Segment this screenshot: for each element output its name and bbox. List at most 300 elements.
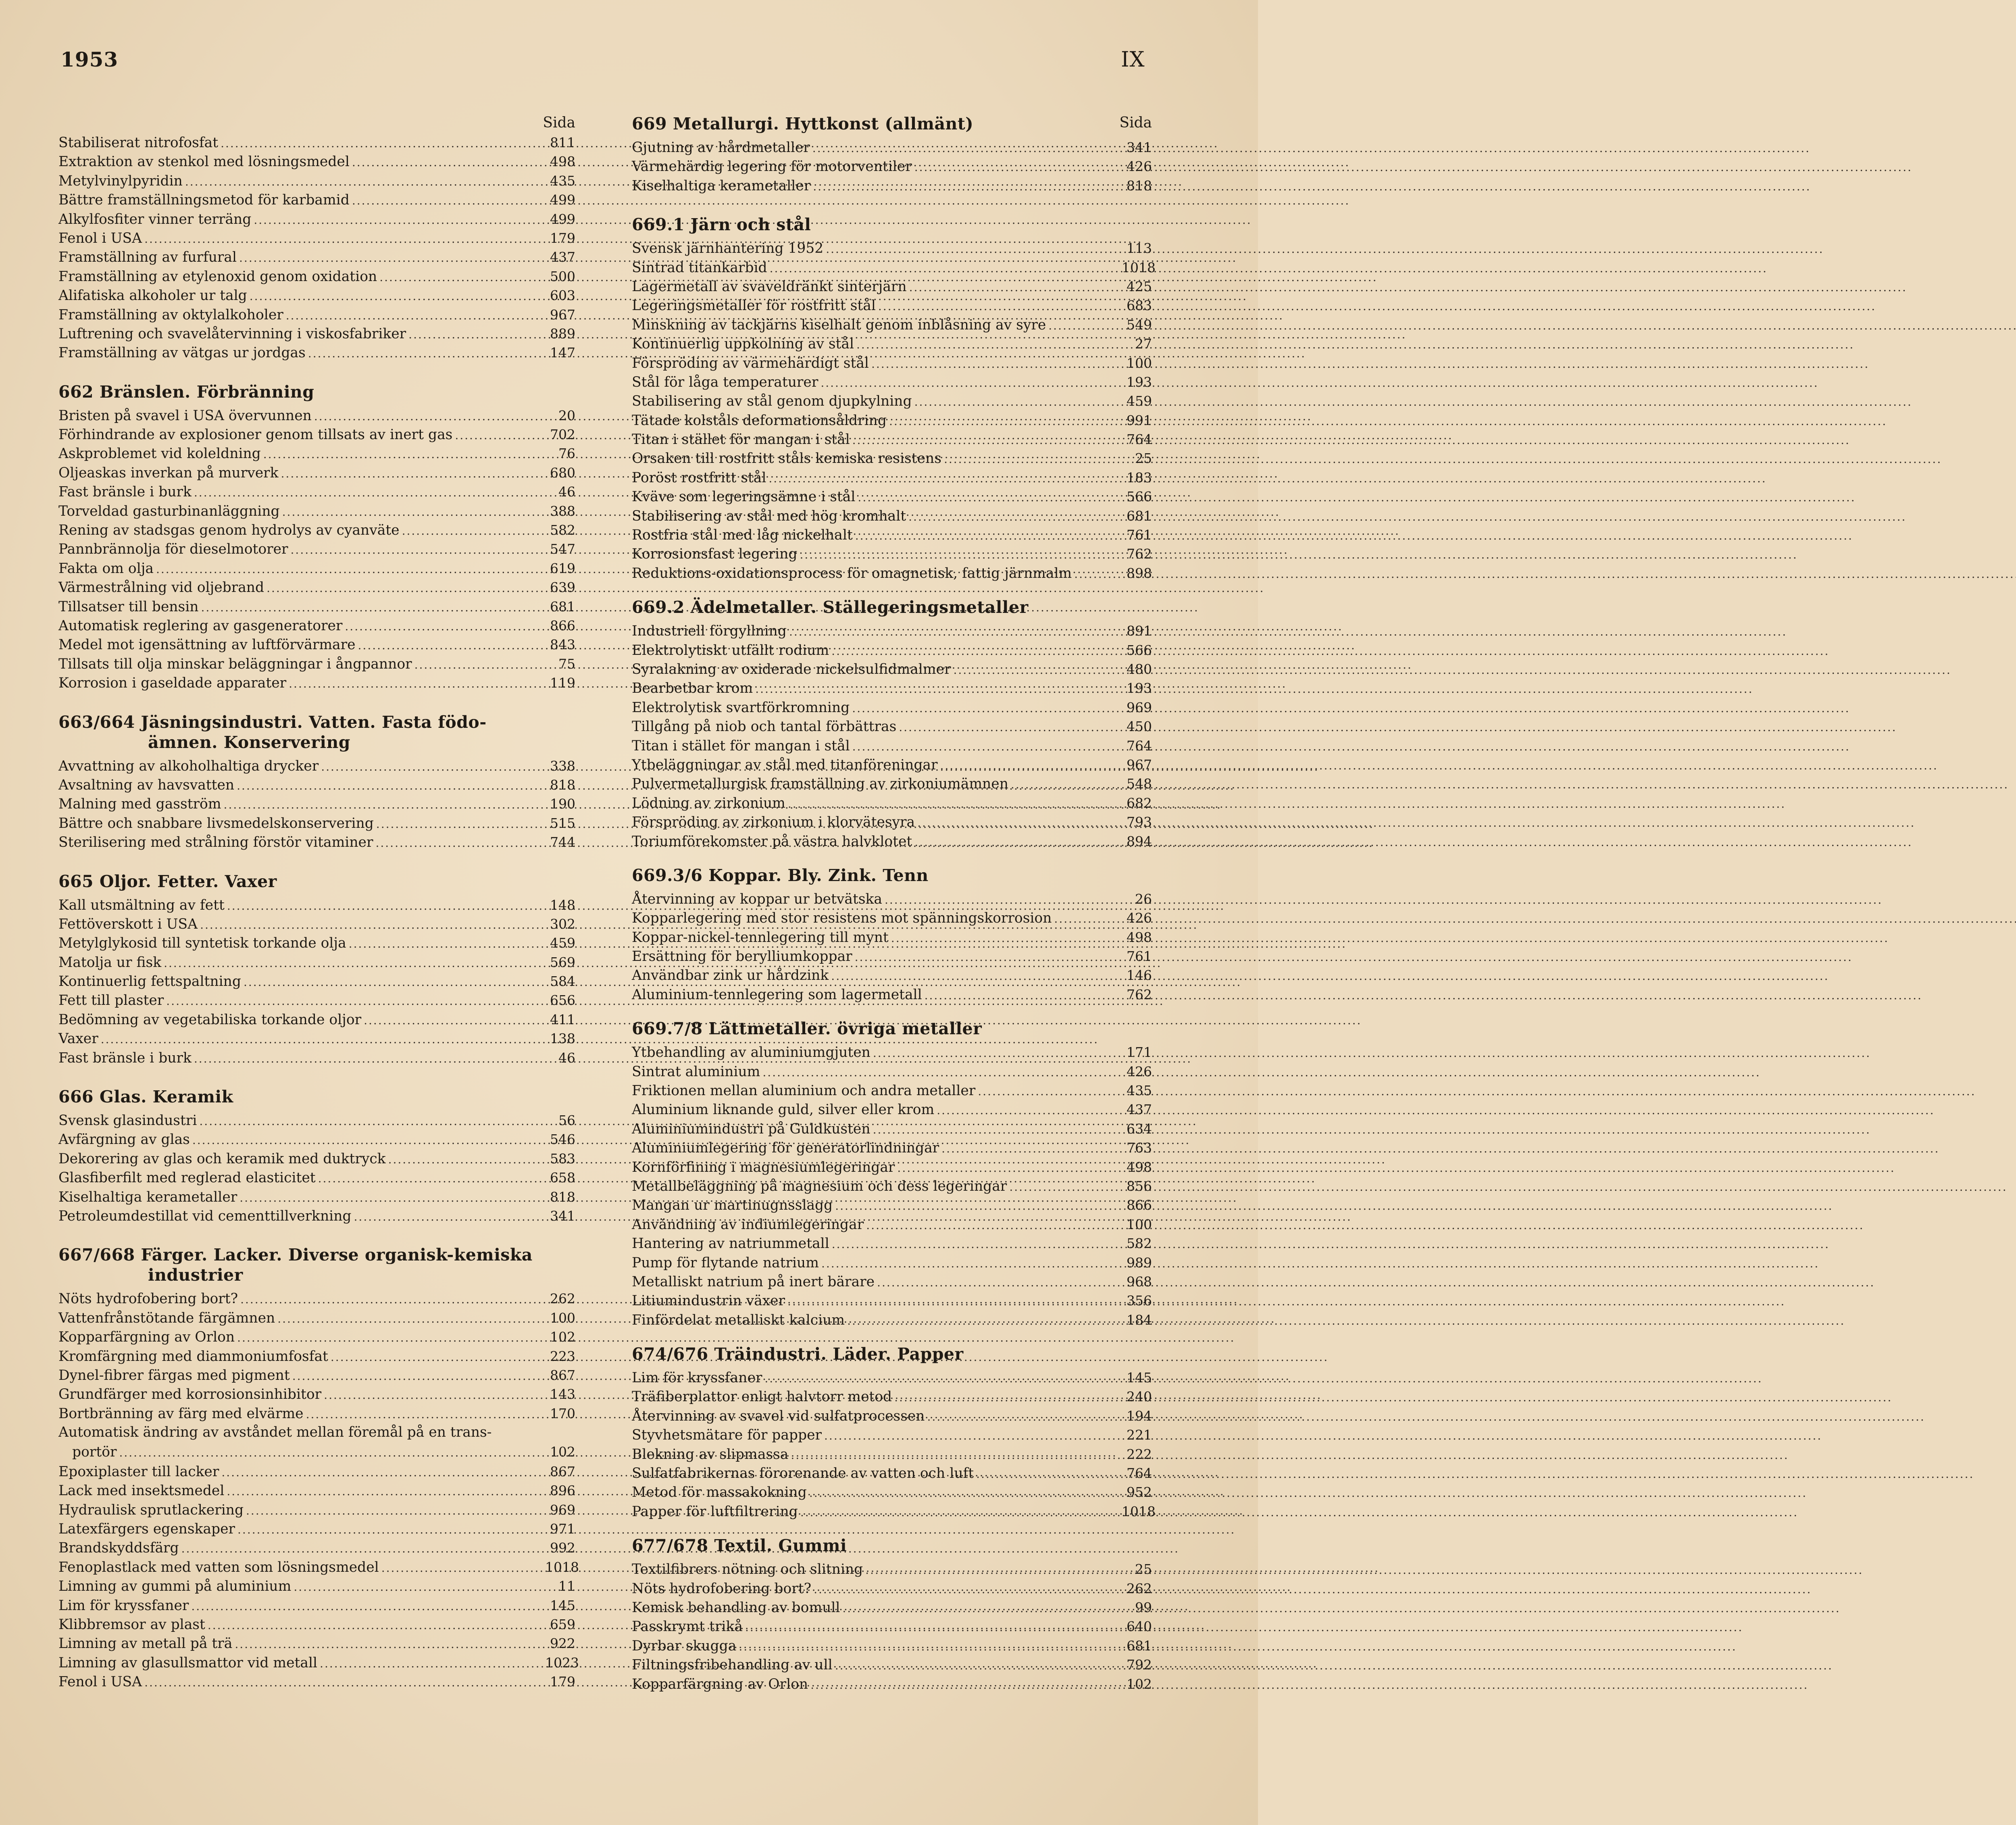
dot-leader	[352, 153, 543, 172]
entry-title: Kontinuerlig fettspaltning	[58, 973, 241, 990]
entry-title: Kornförfining i magnesiumlegeringar	[632, 1159, 895, 1175]
page-ref: 681	[1127, 1638, 1152, 1654]
dot-leader	[789, 622, 1119, 641]
page-ref: 435	[550, 173, 575, 189]
page-ref: 480	[1127, 661, 1152, 677]
index-entry	[58, 1538, 575, 1557]
index-entry	[58, 1206, 575, 1225]
index-entry	[58, 915, 575, 933]
dot-leader	[414, 655, 543, 674]
entry-title: Kontinuerlig uppkolning av stål	[632, 336, 854, 352]
entry-title: Lim för kryssfaner	[58, 1597, 189, 1614]
dot-leader	[156, 560, 543, 579]
entry-title: Metallbeläggning på magnesium och dess legeringar	[632, 1178, 1007, 1194]
index-section-662	[58, 382, 575, 693]
page-ref: 437	[550, 249, 575, 265]
index-entry	[632, 373, 1152, 392]
page-ref: 969	[1127, 699, 1152, 715]
index-entry	[632, 1234, 1152, 1253]
index-entry	[632, 430, 1152, 449]
index-section-674-676	[632, 1344, 1156, 1521]
page-ref: 681	[550, 598, 575, 615]
entry-title: Bättre och snabbare livsmedelskonservering	[58, 815, 374, 831]
entry-title: Koppar-nickel-tennlegering till mynt	[632, 929, 889, 946]
entry-list	[58, 1289, 579, 1691]
dot-leader	[240, 1290, 543, 1309]
dot-leader	[944, 450, 1119, 469]
page-ref: 411	[550, 1011, 575, 1027]
index-entry	[58, 991, 575, 1010]
dot-leader	[306, 1405, 543, 1424]
page-ref: 891	[1127, 623, 1152, 639]
page-ref: 989	[1127, 1254, 1152, 1271]
dot-leader	[286, 306, 543, 325]
page-ref: 967	[1127, 756, 1152, 773]
page-ref: 952	[1127, 1484, 1152, 1500]
page-ref: 46	[558, 1050, 575, 1066]
entry-title: Tillgång på niob och tantal förbättras	[632, 719, 897, 735]
dot-leader	[878, 297, 1119, 316]
page-ref: 102	[550, 1329, 575, 1345]
page-ref: 148	[550, 897, 575, 913]
page-ref: 302	[550, 916, 575, 932]
entry-title: Lagermetall av svaveldränkt sinterjärn	[632, 278, 907, 295]
page-ref: 683	[1127, 298, 1152, 314]
dot-leader	[208, 1616, 543, 1635]
page-ref: 889	[550, 325, 575, 342]
section-heading	[632, 597, 1152, 617]
dot-leader	[375, 833, 543, 852]
index-entry	[632, 1406, 1152, 1425]
dot-leader	[349, 934, 543, 953]
dot-leader	[855, 948, 1119, 967]
index-entry	[632, 966, 1152, 985]
dot-leader	[745, 1618, 1119, 1637]
dot-leader	[914, 158, 1119, 177]
dot-leader	[800, 1503, 1119, 1522]
entry-title: Kiselhaltiga kerametaller	[632, 177, 811, 194]
dot-leader	[246, 1501, 543, 1520]
entry-title: Grundfärger med korrosionsinhibitor	[58, 1386, 322, 1403]
index-entry	[632, 755, 1152, 774]
index-entry	[632, 641, 1152, 660]
entry-title: Fettöverskott i USA	[58, 916, 198, 932]
dot-leader	[865, 1560, 1119, 1579]
section-heading	[632, 1019, 1152, 1039]
page-ref: 498	[550, 154, 575, 170]
entry-title: Ytbeläggningar av stål med titanföreningar	[632, 756, 938, 773]
index-entry	[632, 258, 1156, 277]
dot-leader	[221, 1463, 543, 1482]
dot-leader	[235, 1635, 543, 1654]
index-entry	[58, 775, 575, 794]
entry-title: Bättre framställningsmetod för karbamid	[58, 192, 350, 208]
entry-title: Epoxiplaster till lacker	[58, 1463, 219, 1480]
entry-title: Vaxer	[58, 1031, 98, 1047]
page-ref: 967	[550, 306, 575, 323]
entry-title: Kemisk behandling av bomull	[632, 1600, 840, 1616]
dot-leader	[739, 1637, 1119, 1656]
entry-title: Textilfibrers nötning och slitning	[632, 1561, 863, 1578]
page-ref: 262	[550, 1291, 575, 1307]
page-number: IX	[1121, 48, 1145, 72]
index-entry	[632, 564, 1152, 583]
entry-title: Sulfatfabrikernas förorenande av vatten och luft	[632, 1465, 974, 1482]
entry-title: Reduktions-oxidationsprocess för omagnetisk, fattig järnmalm	[632, 565, 1072, 581]
entry-title: Avsaltning av havsvatten	[58, 777, 235, 793]
page-ref: 894	[1127, 833, 1152, 849]
index-section-665	[58, 871, 575, 1068]
page-ref: 569	[550, 954, 575, 970]
entry-title: Alifatiska alkoholer ur talg	[58, 288, 247, 304]
index-entry	[632, 157, 1152, 176]
entry-title: Syralakning av oxiderade nickelsulfidmalmer	[632, 661, 951, 677]
entry-title: Styvhetsmätare för papper	[632, 1427, 822, 1444]
index-entry	[632, 1617, 1152, 1636]
index-section-677-678	[632, 1535, 1152, 1694]
index-entry	[632, 1215, 1152, 1234]
page-ref: 146	[1127, 967, 1152, 983]
page-ref: 426	[1127, 158, 1152, 175]
index-entry	[632, 1560, 1152, 1579]
entry-list	[632, 1043, 1152, 1329]
dot-leader	[891, 929, 1119, 948]
index-entry	[632, 660, 1152, 679]
index-entry	[632, 1272, 1152, 1291]
page-ref: 100	[550, 1310, 575, 1326]
page-ref: 102	[1127, 1676, 1152, 1692]
page-ref: 762	[1127, 986, 1152, 1002]
dot-leader	[976, 1465, 1119, 1483]
dot-leader	[408, 325, 543, 344]
index-entry	[58, 444, 575, 463]
dot-leader	[899, 718, 1119, 737]
entry-title: Framställning av furfural	[58, 249, 237, 266]
entry-title: Askproblemet vid koleldning	[58, 446, 261, 462]
index-section-669-1	[632, 215, 1156, 583]
entry-list	[58, 1111, 575, 1225]
dot-leader	[812, 139, 1119, 158]
index-entry	[632, 239, 1152, 258]
dot-leader	[813, 177, 1119, 196]
index-section-669	[632, 114, 1152, 195]
index-entry	[58, 1481, 575, 1500]
dot-leader	[318, 1169, 543, 1188]
entry-title: Fakta om olja	[58, 560, 154, 577]
dot-leader	[250, 287, 543, 306]
index-entry	[58, 324, 575, 343]
dot-leader	[858, 488, 1119, 507]
entry-title: Mangan ur martinugnsslagg	[632, 1197, 833, 1214]
page-ref: 659	[550, 1617, 575, 1633]
section-heading-text: 663/664 Jäsningsindustri. Vatten. Fasta födo-	[58, 712, 487, 732]
dot-leader	[835, 1196, 1119, 1215]
dot-leader	[914, 833, 1119, 852]
index-entry	[58, 1653, 579, 1672]
dot-leader	[201, 598, 543, 617]
entry-title: Förspröding av värmehärdigt stål	[632, 355, 869, 371]
index-entry	[58, 305, 575, 324]
entry-title: Framställning av vätgas ur jordgas	[58, 345, 306, 361]
dot-leader	[194, 483, 543, 502]
dot-leader	[292, 1367, 543, 1385]
entry-title: Fenoplastlack med vatten som lösningsmedel	[58, 1559, 379, 1575]
dot-leader	[192, 1131, 543, 1150]
entry-title: Fenol i USA	[58, 230, 142, 246]
section-heading	[632, 865, 1152, 885]
page-ref: 603	[550, 288, 575, 304]
entry-title: Automatisk ändring av avståndet mellan föremål på en trans-	[58, 1424, 492, 1441]
entry-title: Kall utsmältning av fett	[58, 897, 225, 913]
entry-title: Lim för kryssfaner	[632, 1370, 762, 1386]
entry-title: Rening av stadsgas genom hydrolys av cyanväte	[58, 522, 400, 539]
dot-leader	[379, 268, 543, 287]
dot-leader	[194, 1049, 543, 1068]
entry-title: Svensk glasindustri	[58, 1112, 197, 1129]
dot-leader	[354, 1207, 543, 1226]
dot-leader	[282, 502, 543, 521]
page-ref: 793	[1127, 814, 1152, 830]
index-entry	[58, 152, 575, 171]
page-ref: 640	[1127, 1619, 1152, 1635]
entry-title: Aluminium-tennlegering som lagermetall	[632, 986, 922, 1003]
dot-leader	[1054, 909, 1119, 928]
dot-leader	[294, 1577, 543, 1596]
dot-leader	[791, 1446, 1119, 1465]
page-ref: 582	[1127, 1235, 1152, 1252]
entry-title: Bedömning av vegetabiliska torkande oljor	[58, 1011, 362, 1028]
index-entry	[58, 1188, 575, 1206]
entry-title: Nöts hydrofobering bort?	[58, 1291, 238, 1307]
index-entry	[58, 425, 575, 444]
dot-leader	[788, 794, 1119, 813]
entry-title: Sterilisering med strålning förstör vitaminer	[58, 834, 373, 851]
index-entry	[58, 1423, 575, 1462]
dot-leader	[240, 1188, 543, 1207]
entry-title: Extraktion av stenkol med lösningsmedel	[58, 154, 350, 170]
index-entry	[632, 1464, 1152, 1483]
dot-leader	[826, 240, 1119, 258]
index-entry	[632, 1387, 1152, 1406]
index-entry	[58, 1029, 575, 1048]
dot-leader	[144, 1673, 543, 1692]
index-entry	[58, 482, 575, 501]
entry-list	[632, 138, 1152, 195]
section-heading	[58, 382, 575, 402]
entry-title: Fett till plaster	[58, 992, 164, 1009]
dot-leader	[787, 1292, 1119, 1311]
entry-title: Hydraulisk sprutlackering	[58, 1502, 244, 1518]
entry-title: Industriell förgyllning	[632, 623, 787, 640]
index-entry	[58, 463, 575, 482]
dot-leader	[877, 1273, 1119, 1292]
index-entry	[632, 1253, 1152, 1272]
dot-leader	[289, 674, 543, 693]
page-ref: 193	[1127, 374, 1152, 390]
page-ref: 818	[1127, 177, 1152, 194]
index-entry	[58, 1634, 575, 1653]
entry-title: Pannbrännolja för dieselmotorer	[58, 541, 288, 558]
page-ref: 426	[1127, 1063, 1152, 1079]
entry-title: Bortbränning av färg med elvärme	[58, 1405, 304, 1422]
page-ref: 971	[550, 1521, 575, 1537]
dot-leader	[885, 890, 1119, 909]
page-ref: 582	[550, 522, 575, 538]
entry-title: Korrosion i gaseldade apparater	[58, 675, 287, 692]
entry-title: Korrosionsfast legering	[632, 546, 798, 562]
dot-leader	[1048, 316, 1119, 335]
index-entry	[58, 210, 575, 229]
dot-leader	[324, 1385, 543, 1404]
entry-title: Återvinning av koppar ur betvätska	[632, 891, 882, 907]
dot-leader	[277, 1309, 543, 1328]
entry-title: Stål för låga temperaturer	[632, 374, 818, 390]
page-ref: 549	[1127, 317, 1152, 333]
dot-leader	[358, 636, 543, 655]
entry-title: Passkrymt trikå	[632, 1619, 743, 1635]
page-ref: 898	[1127, 565, 1152, 581]
page-ref: 46	[558, 484, 575, 500]
index-entry	[58, 578, 575, 597]
dot-leader	[320, 1654, 543, 1673]
dot-leader	[978, 1082, 1119, 1101]
index-entry	[58, 654, 575, 673]
index-entry	[632, 1598, 1152, 1617]
entry-title: Kopparfärgning av Orlon	[58, 1329, 235, 1346]
dot-leader	[925, 986, 1119, 1005]
page-ref: 702	[550, 427, 575, 443]
entry-title: Avfärgning av glas	[58, 1131, 190, 1148]
index-entry	[632, 138, 1152, 157]
entry-title: Lödning av zirkonium	[632, 795, 785, 811]
entry-title: Träfiberplattor enligt halvtorr metod	[632, 1389, 892, 1405]
entry-title: Bristen på svavel i USA övervunnen	[58, 407, 312, 424]
page-ref: 1018	[1122, 259, 1156, 275]
index-entry	[632, 794, 1152, 812]
dot-leader	[937, 1101, 1119, 1120]
entry-title: Orsaken till rostfritt ståls kemiska resistens	[632, 450, 941, 467]
index-entry	[632, 296, 1152, 315]
entry-title: Medel mot igensättning av luftförvärmare	[58, 637, 356, 653]
page-ref: 26	[1135, 891, 1152, 907]
index-entry	[632, 1177, 1152, 1196]
entry-title: Gjutning av hårdmetaller	[632, 140, 810, 156]
dot-leader	[388, 1150, 543, 1169]
index-entry	[58, 597, 575, 616]
dot-leader	[200, 915, 543, 934]
index-entry	[632, 736, 1152, 755]
entry-title: Avvattning av alkoholhaltiga drycker	[58, 758, 319, 774]
page-ref: 764	[1127, 431, 1152, 448]
page-ref: 223	[550, 1348, 575, 1364]
section-heading-continuation: ämnen. Konservering	[148, 732, 350, 752]
section-heading-text: 667/668 Färger. Lacker. Diverse organisk-kemiska	[58, 1245, 533, 1265]
page-ref: 843	[550, 637, 575, 653]
dot-leader	[941, 1139, 1119, 1158]
section-heading	[632, 114, 1152, 134]
index-entry	[632, 487, 1152, 506]
index-entry	[632, 1138, 1152, 1157]
page-ref: 1023	[545, 1654, 579, 1671]
dot-leader	[237, 776, 543, 795]
index-entry	[58, 1500, 575, 1519]
page-ref: 548	[1127, 776, 1152, 792]
entry-title: Aluminiumlegering för generatorlindningar	[632, 1140, 939, 1156]
dot-leader	[832, 1235, 1119, 1254]
entry-title: Minskning av tackjärns kiselhalt genom inblåsning av syre	[632, 317, 1046, 333]
section-heading-text: 665 Oljor. Fetter. Vaxer	[58, 871, 277, 891]
page-ref: 856	[1127, 1178, 1152, 1194]
index-entry	[632, 1100, 1152, 1119]
entry-title: Förspröding av zirkonium i klorvätesyra	[632, 814, 915, 831]
page-ref: 867	[550, 1463, 575, 1479]
dot-leader	[402, 521, 543, 540]
entry-title: Poröst rostfritt stål	[632, 469, 766, 486]
entry-title: Stabiliserat nitrofosfat	[58, 135, 219, 151]
index-entry	[58, 521, 575, 540]
entry-title: Finfördelat metalliskt kalcium	[632, 1312, 845, 1328]
index-entry	[58, 1149, 575, 1168]
page-ref: 25	[1135, 1561, 1152, 1577]
dot-leader	[376, 815, 543, 833]
index-entry	[58, 1672, 575, 1691]
page-ref: 119	[550, 675, 575, 691]
entry-title: Luftrening och svavelåtervinning i viskosfabriker	[58, 325, 406, 342]
dot-leader	[119, 1443, 543, 1462]
index-entry	[632, 1579, 1152, 1598]
page-ref: 11	[558, 1578, 575, 1594]
entry-title: Dekorering av glas och keramik med duktryck	[58, 1150, 386, 1167]
page-ref: 764	[1127, 738, 1152, 754]
dot-leader	[866, 1216, 1119, 1235]
section-heading	[58, 871, 575, 892]
dot-leader	[364, 1011, 543, 1030]
index-entry	[632, 621, 1152, 640]
page-ref: 500	[550, 268, 575, 284]
entry-title: Aluminiumindustri på Guldkusten	[632, 1121, 871, 1137]
dot-leader	[897, 1158, 1119, 1177]
index-entry	[58, 190, 575, 209]
entry-title: Litiumindustrin växer	[632, 1293, 785, 1309]
dot-leader	[254, 210, 543, 229]
dot-leader	[762, 1063, 1119, 1082]
index-entry	[58, 229, 575, 248]
page-ref: 435	[1127, 1083, 1152, 1099]
page-ref: 968	[1127, 1273, 1152, 1290]
page-ref: 867	[550, 1367, 575, 1383]
page-ref: 459	[1127, 393, 1152, 409]
entry-title: Användbar zink ur hårdzink	[632, 967, 829, 984]
index-entry	[632, 1636, 1152, 1655]
page-ref: 566	[1127, 642, 1152, 658]
page-ref: 992	[550, 1540, 575, 1556]
index-entry	[632, 1158, 1152, 1177]
dot-leader	[855, 526, 1119, 545]
dot-leader	[237, 1520, 543, 1539]
dot-leader	[267, 579, 543, 598]
index-entry	[632, 908, 1152, 927]
index-entry	[632, 176, 1152, 195]
entry-title: Värmestrålning vid oljebrand	[58, 579, 264, 596]
page-ref: 546	[550, 1131, 575, 1148]
sida-label: Sida	[1119, 115, 1152, 131]
dot-leader	[914, 392, 1119, 411]
dot-leader	[101, 1030, 543, 1049]
entry-title: Blekning av slipmassa	[632, 1446, 789, 1462]
index-section-663-664	[58, 712, 575, 852]
index-entry	[58, 1596, 575, 1615]
entry-title: Matolja ur fisk	[58, 954, 162, 971]
